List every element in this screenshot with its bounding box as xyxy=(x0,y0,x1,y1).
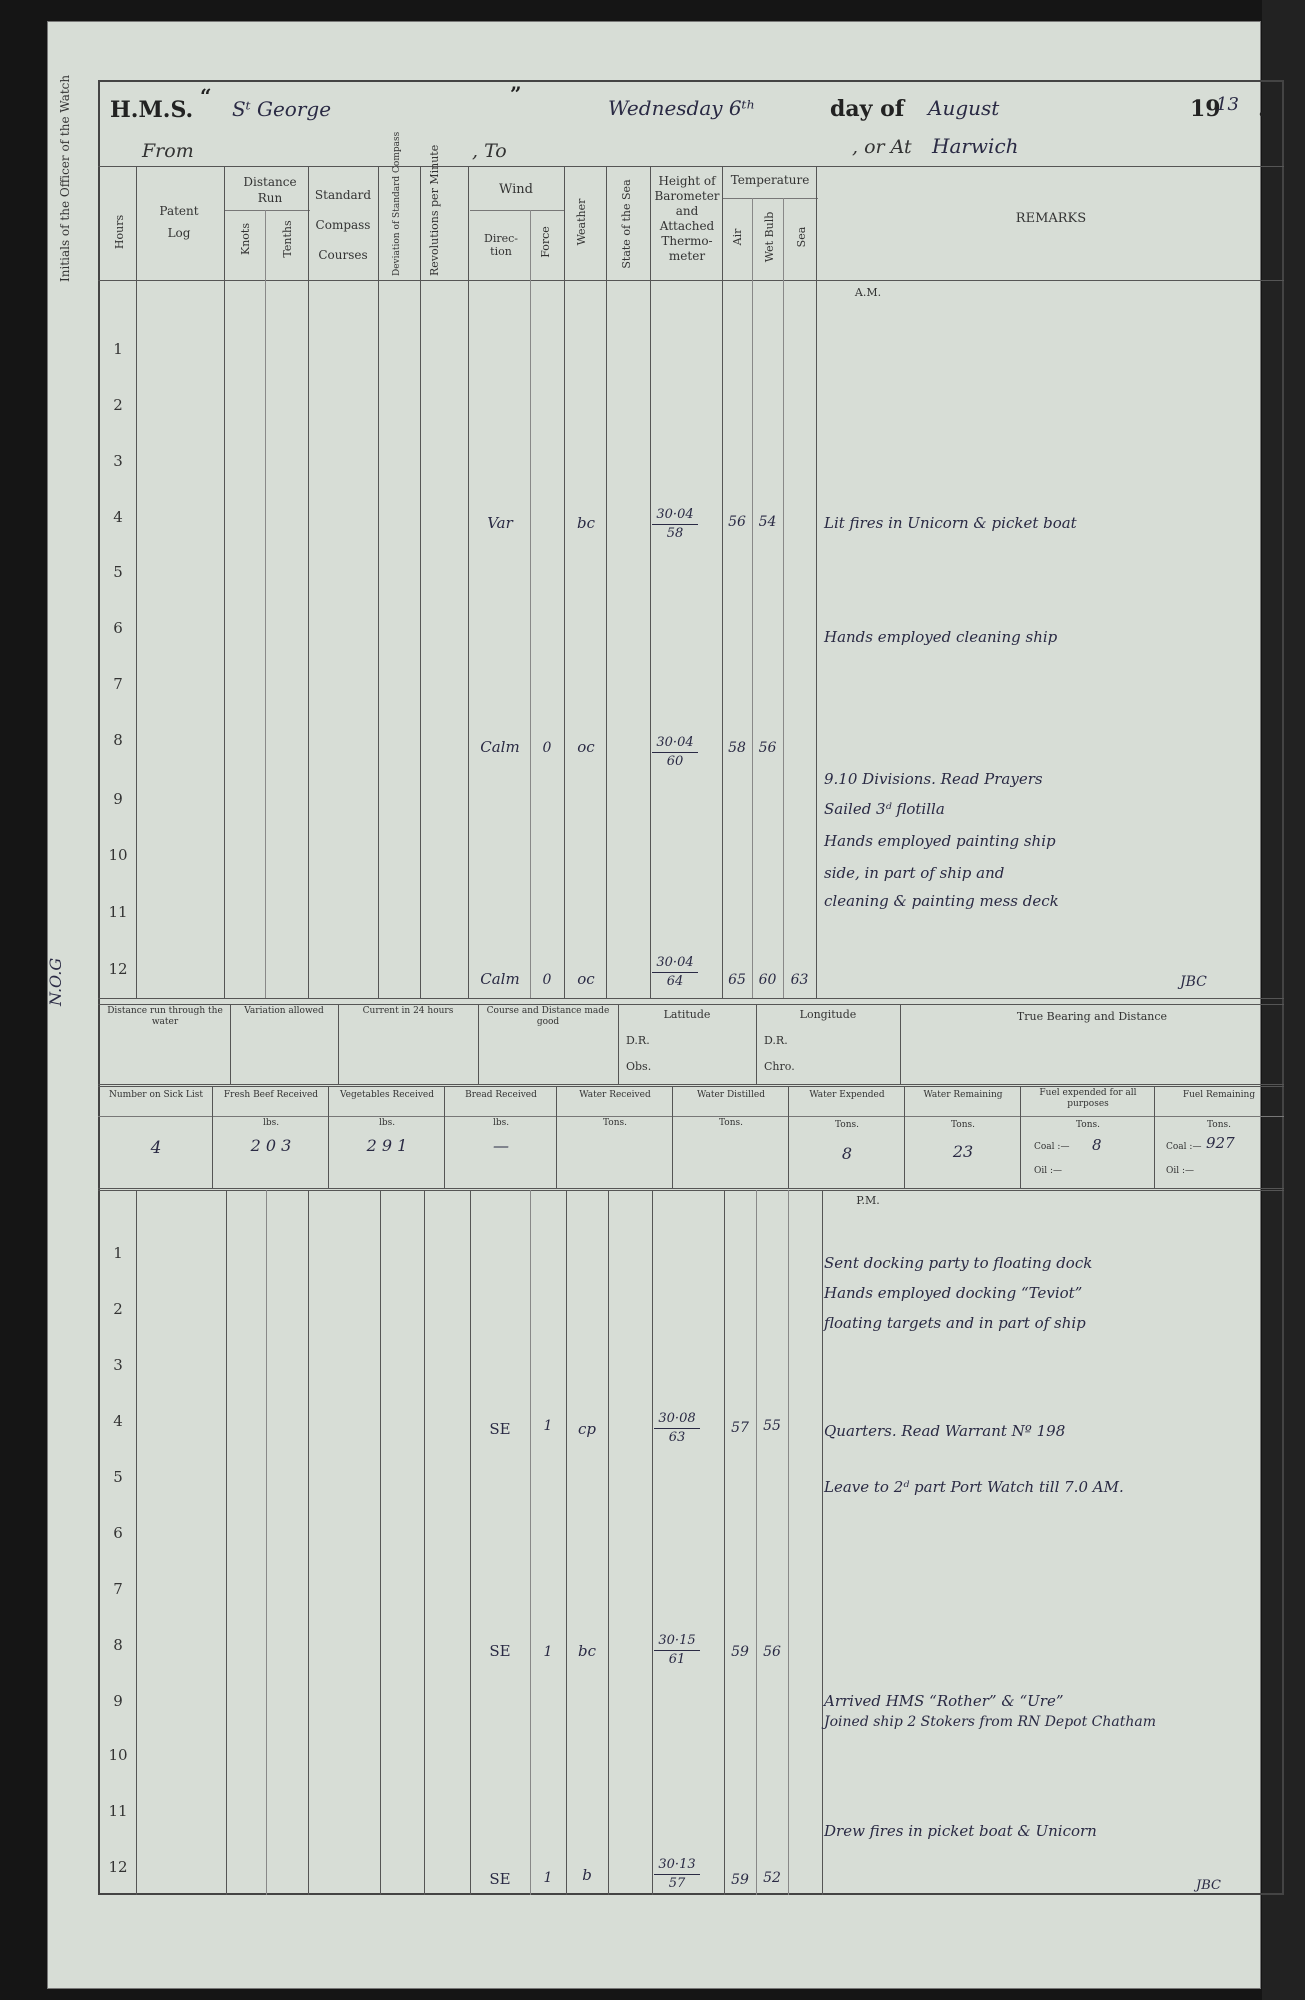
remark-line: 9.10 Divisions. Read Prayers xyxy=(824,770,1043,788)
stores-water-distilled: Water Distilled xyxy=(697,1090,765,1100)
stores-vegetables: Vegetables Received xyxy=(339,1090,435,1100)
col-knots: Knots xyxy=(239,223,252,255)
unit-water-distilled: Tons. xyxy=(719,1118,743,1128)
pm-hour: 9 xyxy=(113,1692,123,1710)
col-temperature: Temperature xyxy=(730,173,810,187)
col-wet-bulb: Wet Bulb xyxy=(763,211,776,263)
am-hour: 4 xyxy=(113,508,123,526)
weather: oc xyxy=(577,970,595,988)
remark-line: Joined ship 2 Stokers from RN Depot Chatham xyxy=(824,1714,1157,1730)
barometer: 30·15 61 xyxy=(654,1632,700,1669)
stores-water-expended: Water Expended xyxy=(809,1090,885,1100)
am-hour: 11 xyxy=(108,903,128,921)
noon-distance-run: Distance run through the water xyxy=(107,1006,223,1027)
col-weather: Weather xyxy=(575,198,588,246)
day-name: Wednesday 6ᵗʰ xyxy=(608,96,756,120)
unit-veg: lbs. xyxy=(378,1118,396,1128)
month: August xyxy=(928,96,1000,120)
am-hour: 7 xyxy=(113,675,123,693)
stores-fresh-beef: Fresh Beef Received xyxy=(223,1090,319,1100)
col-sea: Sea xyxy=(795,226,808,248)
am-hour: 9 xyxy=(113,790,123,808)
weather: oc xyxy=(577,738,595,756)
lon-chro: Chro. xyxy=(764,1060,795,1073)
weather: cp xyxy=(577,1420,596,1438)
sea-temp: 63 xyxy=(790,972,809,988)
remark-line: Quarters. Read Warrant Nº 198 xyxy=(824,1422,1066,1440)
am-hour: 5 xyxy=(113,563,123,581)
unit-fuel-expended: Tons. xyxy=(1076,1120,1100,1130)
stores-sick-list: Number on Sick List xyxy=(108,1090,204,1100)
pm-hour: 7 xyxy=(113,1580,123,1598)
ship-name: Sᵗ George xyxy=(232,97,332,121)
year-written: 13 xyxy=(1216,94,1239,115)
oil-label: Oil :— xyxy=(1166,1166,1195,1176)
pm-hour: 1 xyxy=(113,1244,123,1262)
wind-direction: SE xyxy=(489,1420,511,1438)
ship-close-quote: ” xyxy=(510,82,522,106)
wind-direction: Var xyxy=(487,514,513,532)
wind-direction: SE xyxy=(489,1870,511,1888)
wind-force: 1 xyxy=(543,1644,553,1660)
pm-hour: 3 xyxy=(113,1356,123,1374)
pm-officer-initials: JBC xyxy=(1196,1878,1221,1893)
sick-list-value: 4 xyxy=(150,1138,162,1158)
wind-direction: Calm xyxy=(480,738,520,756)
wind-force: 1 xyxy=(543,1418,553,1434)
wind-direction: Calm xyxy=(480,970,520,988)
coal-expended-value: 8 xyxy=(1092,1136,1102,1154)
stores-water-remaining: Water Remaining xyxy=(923,1090,1003,1100)
air-temp: 57 xyxy=(731,1420,749,1436)
coal-remaining-value: 927 xyxy=(1206,1134,1235,1152)
to-label: , To xyxy=(472,140,507,162)
unit-beef: lbs. xyxy=(262,1118,280,1128)
col-force: Force xyxy=(539,226,552,258)
pm-hour: 5 xyxy=(113,1468,123,1486)
oil-label: Oil :— xyxy=(1034,1166,1063,1176)
vegetables-value: 2 9 1 xyxy=(366,1136,408,1155)
noon-longitude: Longitude xyxy=(799,1008,857,1021)
pm-hour: 12 xyxy=(108,1858,128,1876)
from-label: From xyxy=(142,140,194,162)
lat-obs: Obs. xyxy=(626,1060,652,1073)
pm-hour: 6 xyxy=(113,1524,123,1542)
pm-label: P.M. xyxy=(856,1194,880,1207)
coal-label: Coal :— xyxy=(1034,1142,1070,1152)
day-of-label: day of xyxy=(830,96,905,122)
remark-line: Sent docking party to floating dock xyxy=(824,1254,1093,1272)
weather: b xyxy=(582,1866,592,1884)
wind-force: 0 xyxy=(542,740,552,756)
am-hour: 1 xyxy=(113,340,123,358)
am-officer-initials: JBC xyxy=(1180,974,1207,990)
remark-line: Hands employed cleaning ship xyxy=(824,628,1058,646)
pm-hour: 11 xyxy=(108,1802,128,1820)
ship-open-quote: “ xyxy=(200,84,212,108)
unit-bread: lbs. xyxy=(492,1118,510,1128)
wet-bulb-temp: 52 xyxy=(763,1870,781,1886)
noon-current: Current in 24 hours xyxy=(362,1006,454,1016)
barometer: 30·04 60 xyxy=(652,734,698,771)
barometer: 30·13 57 xyxy=(654,1856,700,1893)
remark-line: floating targets and in part of ship xyxy=(824,1314,1086,1332)
coal-label: Coal :— xyxy=(1166,1142,1202,1152)
at-place: Harwich xyxy=(932,134,1019,158)
year-printed: 19 xyxy=(1190,96,1221,122)
or-at-label: , or At xyxy=(852,136,912,158)
remark-line: Hands employed painting ship xyxy=(824,832,1056,850)
wet-bulb-temp: 54 xyxy=(758,514,777,530)
pm-hour: 4 xyxy=(113,1412,123,1430)
unit-water-remaining: Tons. xyxy=(951,1120,975,1130)
stores-fuel-remaining: Fuel Remaining xyxy=(1182,1090,1256,1100)
noon-true-bearing: True Bearing and Distance xyxy=(1016,1010,1168,1023)
year-dot: . xyxy=(1258,96,1266,122)
side-label: Initials of the Officer of the Watch xyxy=(58,74,72,282)
col-distance-run: Distance Run xyxy=(243,175,297,205)
wind-force: 0 xyxy=(542,972,552,988)
col-hours: Hours xyxy=(113,214,126,250)
unit-water-received: Tons. xyxy=(603,1118,627,1128)
noon-latitude: Latitude xyxy=(663,1008,711,1021)
col-air: Air xyxy=(731,228,744,246)
wind-direction: SE xyxy=(489,1642,511,1660)
col-standard-compass: Standard Compass Courses xyxy=(314,188,372,262)
remark-line: Lit fires in Unicorn & picket boat xyxy=(824,514,1077,532)
noon-course-distance: Course and Distance made good xyxy=(486,1006,610,1027)
bread-value: — xyxy=(493,1136,509,1155)
remark-line: Leave to 2ᵈ part Port Watch till 7.0 AM. xyxy=(824,1478,1124,1496)
air-temp: 56 xyxy=(728,514,746,530)
wind-force: 1 xyxy=(543,1870,553,1886)
col-deviation: Deviation of Standard Compass xyxy=(392,131,402,276)
col-barometer: Height of Barometer and Attached Thermo- meter xyxy=(654,174,720,263)
pm-hour: 10 xyxy=(108,1746,128,1764)
am-hour: 2 xyxy=(113,396,123,414)
am-hour: 8 xyxy=(113,731,123,749)
wet-bulb-temp: 55 xyxy=(763,1418,781,1434)
am-hour: 12 xyxy=(108,960,128,978)
col-tenths: Tenths xyxy=(281,220,294,258)
col-direction: Direc- tion xyxy=(484,232,518,258)
stores-fuel-expended: Fuel expended for all purposes xyxy=(1039,1088,1137,1109)
am-hour: 10 xyxy=(108,846,128,864)
barometer: 30·04 58 xyxy=(652,506,698,543)
col-state-sea: State of the Sea xyxy=(620,179,633,269)
col-patent-log: Patent Log xyxy=(159,204,199,240)
weather: bc xyxy=(576,514,595,532)
wet-bulb-temp: 56 xyxy=(763,1644,781,1660)
wet-bulb-temp: 60 xyxy=(758,972,777,988)
am-label: A.M. xyxy=(854,286,882,299)
col-wind: Wind xyxy=(499,182,533,197)
remark-line: side, in part of ship and xyxy=(824,864,1005,882)
remark-line: Hands employed docking “Teviot” xyxy=(824,1284,1083,1302)
weather: bc xyxy=(577,1642,596,1660)
water-remaining-value: 23 xyxy=(952,1142,974,1161)
air-temp: 58 xyxy=(728,740,746,756)
remark-line: Drew fires in picket boat & Unicorn xyxy=(824,1822,1097,1840)
remark-line: Sailed 3ᵈ flotilla xyxy=(824,800,945,818)
lat-dr: D.R. xyxy=(626,1034,650,1047)
col-remarks: REMARKS xyxy=(1015,211,1087,226)
hms-label: H.M.S. xyxy=(110,97,194,123)
air-temp: 65 xyxy=(728,972,746,988)
remark-line: Arrived HMS “Rother” & “Ure” xyxy=(824,1692,1064,1710)
barometer: 30·08 63 xyxy=(654,1410,700,1447)
pm-hour: 8 xyxy=(113,1636,123,1654)
stores-water-received: Water Received xyxy=(579,1090,651,1100)
am-hour: 3 xyxy=(113,452,123,470)
air-temp: 59 xyxy=(731,1644,749,1660)
remark-line: cleaning & painting mess deck xyxy=(824,892,1059,910)
fresh-beef-value: 2 0 3 xyxy=(250,1136,292,1155)
lon-dr: D.R. xyxy=(764,1034,788,1047)
unit-fuel-remaining: Tons. xyxy=(1207,1120,1231,1130)
col-revolutions: Revolutions per Minute xyxy=(428,144,441,276)
air-temp: 59 xyxy=(731,1872,749,1888)
pm-hour: 2 xyxy=(113,1300,123,1318)
am-hour: 6 xyxy=(113,619,123,637)
noon-variation: Variation allowed xyxy=(244,1006,324,1016)
water-expended-value: 8 xyxy=(841,1144,853,1163)
side-initials: N.O.G xyxy=(46,957,65,1006)
barometer: 30·04 64 xyxy=(652,954,698,991)
stores-bread: Bread Received xyxy=(465,1090,537,1100)
wet-bulb-temp: 56 xyxy=(758,740,777,756)
unit-water-expended: Tons. xyxy=(835,1120,859,1130)
